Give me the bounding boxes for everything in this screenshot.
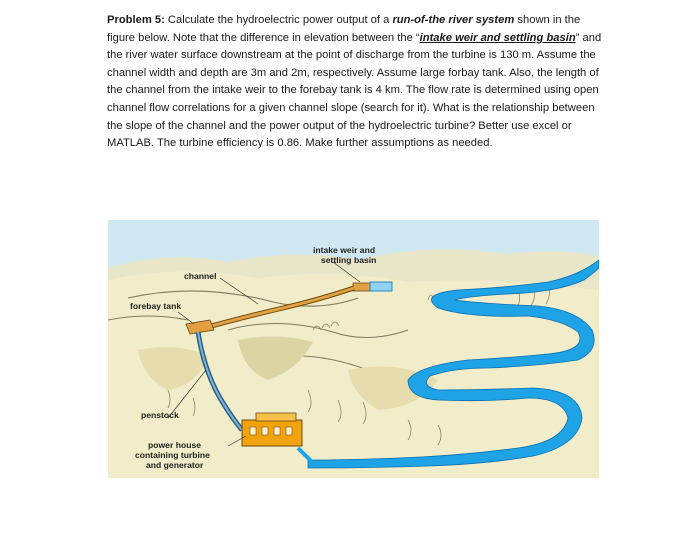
label-intake-2: settling basin [321, 255, 377, 265]
problem-text-part-1: Calculate the hydroelectric power output of a [164, 14, 393, 26]
problem-text-part-2: shown in the figure below. Note that the difference in elevation between the “ [107, 14, 581, 44]
problem-text [107, 12, 602, 153]
problem-text-part-3: ” and the river water surface downstream at the point of discharge from the turbine is 130 m. Assume the channel width and depth are 3m and 2m, respectively. Assume large forbay tank. Also, the length of the channel from the intake weir to the forebay tank is 4 km. The flow rate is determined using open channel flow correlations for a given channel slope (search for it). What is the relationship between the slope of the channel and the power output of the hydroelectric turbine? Better use excel or MATLAB. The turbine efficiency is 0.86. Make further assumptions as needed. [107, 31, 602, 150]
settling-basin [370, 282, 392, 291]
run-of-river-diagram [108, 220, 599, 478]
label-channel: channel [184, 271, 217, 281]
intake-weir [353, 283, 371, 291]
label-intake-1: intake weir and [313, 245, 376, 255]
problem-heading: Problem 5: [107, 14, 165, 26]
label-forebay: forebay tank [130, 301, 182, 311]
label-power-house-2: containing turbine [135, 450, 210, 460]
label-penstock: penstock [141, 410, 179, 420]
label-power-house-1: power house [148, 440, 202, 450]
problem-paragraph [107, 12, 602, 153]
intake-weir-emphasis: intake weir and settling basin [419, 31, 576, 44]
label-power-house-3: and generator [146, 460, 204, 470]
run-of-river-emphasis: run-of-the river system [392, 14, 515, 26]
